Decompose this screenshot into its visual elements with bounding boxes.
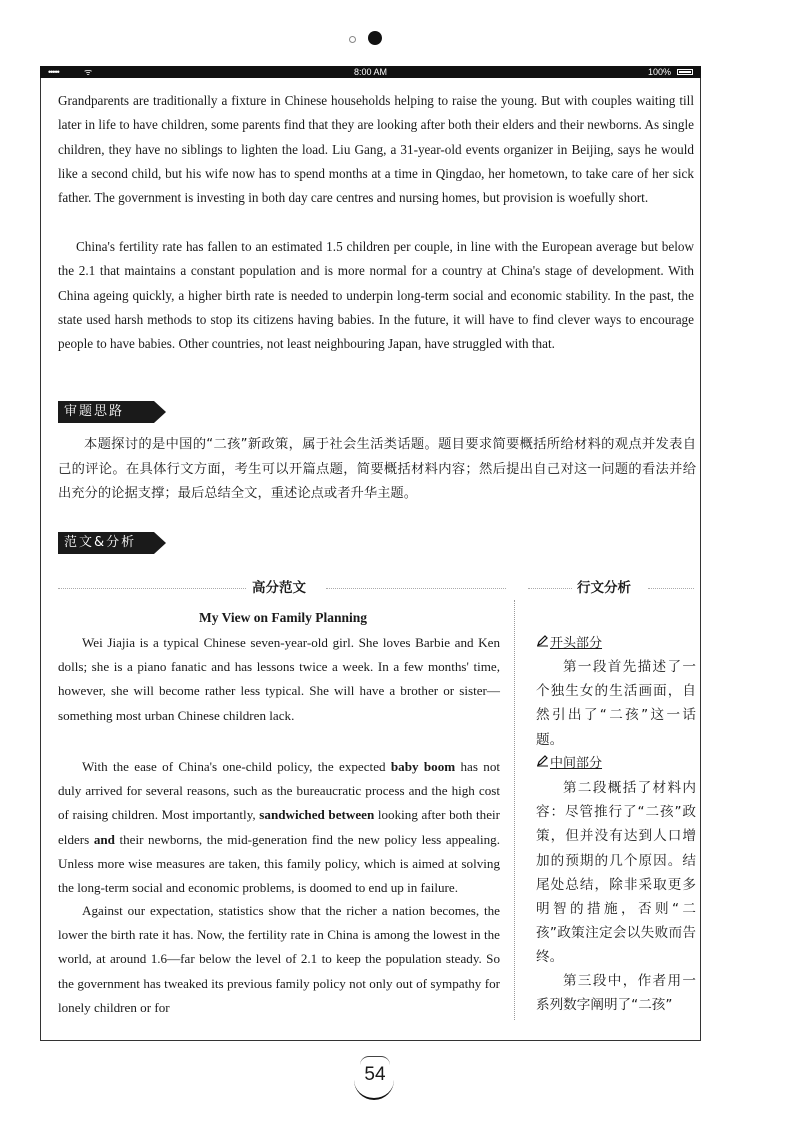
passage-paragraph-1: Grandparents are traditionally a fixture in Chinese households helping to raise the young. But with couples waiting till later in life to have children, some parents find that they are looking after both their elders and their newborns. As single children, they have no siblings to lighten the load. Liu Gang, a 31-year-old events organizer in Beijing, says he would like a second child, but his wife now has to spend months at a time in Qingdao, her hometown, to take care of her sick father. The government is investing in both day care centres and nursing homes, but provision is woefully short. bbox=[58, 93, 694, 206]
heading-dotline bbox=[528, 588, 572, 589]
analysis-paragraph-1: 第一段首先描述了一个独生女的生活画面，自然引出了“二孩”这一话题。 bbox=[536, 659, 696, 748]
heading-dotline bbox=[58, 588, 246, 589]
pencil-icon bbox=[536, 754, 550, 774]
essay-keyword: sandwiched between bbox=[259, 807, 375, 823]
heading-dotline bbox=[648, 588, 694, 589]
camera-dot bbox=[368, 31, 382, 45]
analysis-heading-text: 中间部分 bbox=[550, 756, 603, 771]
analysis-paragraph-3: 第三段中，作者用一系列数字阐明了“二孩” bbox=[536, 973, 696, 1014]
battery-percent: 100% bbox=[647, 67, 671, 77]
camera-lens bbox=[349, 36, 356, 43]
analysis-heading-text: 开头部分 bbox=[550, 636, 603, 651]
page-number-text: 54 bbox=[364, 1064, 386, 1085]
page-frame-right bbox=[700, 78, 701, 1040]
sample-essay-heading: 高分范文 bbox=[252, 580, 306, 596]
wifi-icon: ᯤ bbox=[84, 67, 93, 77]
page-number-ornament bbox=[360, 1056, 390, 1065]
page-frame-left bbox=[40, 78, 41, 1040]
analysis-heading-opening bbox=[536, 634, 602, 654]
section-label-sample-essay: 范文&分析 bbox=[58, 532, 154, 554]
essay-paragraph-3: Against our expectation, statistics show that the richer a nation becomes, the lower the birth rate it has. Now, the fertility rate in China is among the lowest in the world, at around 1.6—far below the level of 2.1 to keep the population steady. So the government has tweaked its previous family policy not only out of sympathy for lonely children or for bbox=[58, 903, 500, 1015]
essay-text: their newborns, the mid-generation find the new policy less appealing. Unless more wise measures are taken, this family policy, which is aimed at solving the long-term social and economic problems, is doomed to end up in failure. bbox=[58, 831, 500, 896]
analysis-approach-text: 本题探讨的是中国的“二孩”新政策，属于社会生活类话题。题目要求简要概括所给材料的观点并发表自己的评论。在具体行文方面，考生可以开篇点题，简要概括材料内容；然后提出自己对这一问题的看法并给出充分的论据支撑；最后总结全文，重述论点或者升华主题。 bbox=[58, 437, 696, 501]
column-divider bbox=[514, 600, 515, 1020]
passage-paragraph-2: China's fertility rate has fallen to an estimated 1.5 children per couple, in line with the European average but below the 2.1 that maintains a constant population and is more normal for a country at China's stage of development. With China ageing quickly, a higher birth rate is needed to underpin long-term social and economic stability. In the past, the state used harsh methods to stop its citizens having babies. In the future, it will have to find clever ways to encourage people to have babies. Other countries, not least neighbouring Japan, have struggled with that. bbox=[58, 239, 694, 352]
section-label-analysis-approach: 审题思路 bbox=[58, 401, 154, 423]
battery-icon bbox=[677, 69, 693, 75]
essay-text: has not duly arrived for several reasons, such as the bureaucratic process and the high cost of raising children. Most importantly, bbox=[58, 759, 501, 823]
analysis-heading-middle bbox=[536, 754, 602, 774]
heading-dotline bbox=[326, 588, 506, 589]
essay-paragraph-2 bbox=[58, 755, 500, 900]
essay-keyword: and bbox=[93, 831, 115, 847]
status-bar bbox=[40, 66, 701, 78]
status-time: 8:00 AM bbox=[353, 67, 388, 77]
essay-text: With the ease of China's one-child policy, the expected bbox=[82, 759, 391, 774]
essay-title: My View on Family Planning bbox=[198, 610, 367, 625]
essay-text: looking after both their elders bbox=[58, 807, 501, 847]
essay-keyword: baby boom bbox=[390, 759, 456, 774]
signal-icon: ••••• bbox=[48, 67, 59, 77]
pencil-icon bbox=[536, 634, 550, 654]
page-number-ornament bbox=[354, 1080, 394, 1100]
analysis-paragraph-2: 第二段概括了材料内容：尽管推行了“二孩”政策，但并没有达到人口增加的预期的几个原因。结尾处总结，除非采取更多明智的措施，否则“二孩”政策注定会以失败而告终。 bbox=[536, 780, 696, 966]
page-frame-bottom bbox=[40, 1040, 701, 1041]
essay-paragraph-1: Wei Jiajia is a typical Chinese seven-year-old girl. She loves Barbie and Ken dolls; she is a piano fanatic and has lessons twice a week. In a few months' time, however, she will become rather less typical. She will have a brother or sister—something most urban Chinese children lack. bbox=[58, 635, 500, 723]
page-number bbox=[350, 1060, 400, 1100]
writing-analysis-heading: 行文分析 bbox=[577, 580, 631, 596]
